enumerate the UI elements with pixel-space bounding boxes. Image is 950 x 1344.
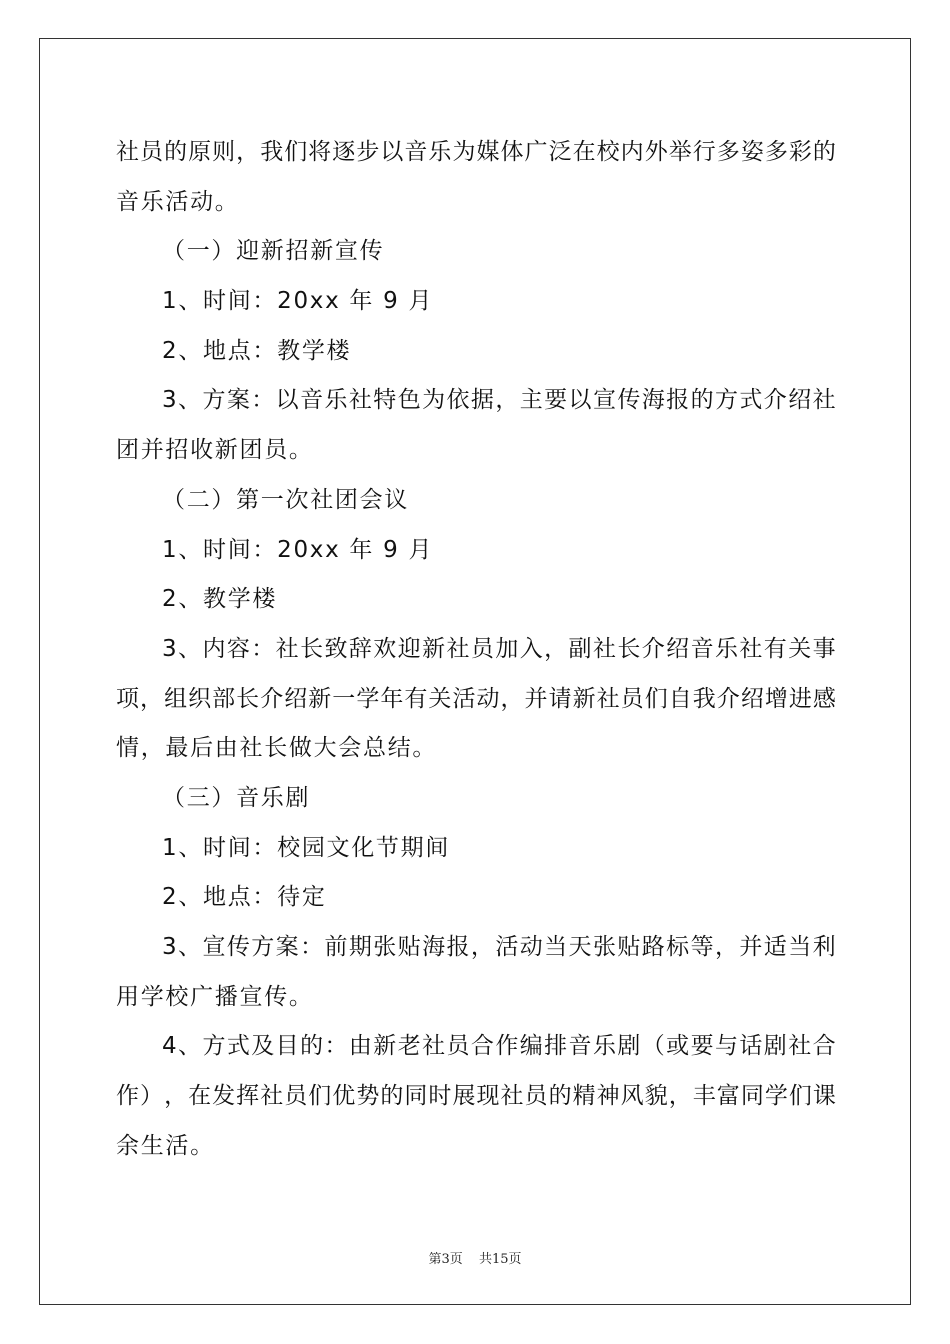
text-line: 2、地点：教学楼 [162,337,352,364]
text-line: 社 员 的 原 则 ， 我 们 将 逐 步 以 音 乐 为 媒 体 广 泛 在 校 内 外 举 行 多 姿 多 彩 的 [116,139,836,165]
document-body [116,128,836,1171]
text-line: 3 、 宣 传 方 案 ： 前 期 张 贴 海 报 ， 活 动 当 天 张 贴 路 标 等 ， 并 适 当 利 [162,934,836,960]
text-line: 1、时间：20xx 年 9 月 [162,536,434,563]
text-line: 2、教学楼 [162,586,278,613]
page-footer [0,1248,950,1267]
text-line: 3 、 内 容 ： 社 长 致 辞 欢 迎 新 社 员 加 入 ， 副 社 长 介 绍 音 乐 社 有 关 事 [162,635,836,662]
text-line: 1、时间：校园文化节期间 [162,834,451,861]
text-line: 团并招收新团员。 [116,437,314,464]
text-line: （二）第一次社团会议 [162,486,409,513]
text-line: 1、时间：20xx 年 9 月 [162,288,434,315]
text-line: 4 、 方 式 及 目 的 ： 由 新 老 社 员 合 作 编 排 音 乐 剧 （ 或 要 与 话 剧 社 合 [162,1033,836,1060]
text-line: 项 ， 组 织 部 长 介 绍 新 一 学 年 有 关 活 动 ， 并 请 新 社 员 们 自 我 介 绍 增 进 感 [116,685,836,712]
text-line: 音乐活动。 [116,188,240,215]
text-line: 余生活。 [116,1132,215,1159]
total-pages: 共15页 [478,1252,522,1267]
text-line: （一）迎新招新宣传 [162,238,385,265]
text-line: 用学校广播宣传。 [116,983,314,1010]
page-number: 第3页 [428,1252,463,1267]
text-line: 2、地点：待定 [162,884,327,911]
text-line: 情，最后由社长做大会总结。 [116,735,438,762]
text-line: 作 ） ， 在 发 挥 社 员 们 优 势 的 同 时 展 现 社 员 的 精 神 风 貌 ， 丰 富 同 学 们 课 [116,1083,836,1110]
text-line: 3 、 方 案 ： 以 音 乐 社 特 色 为 依 据 ， 主 要 以 宣 传 海 报 的 方 式 介 绍 社 [162,387,836,414]
text-line: （三）音乐剧 [162,784,311,811]
